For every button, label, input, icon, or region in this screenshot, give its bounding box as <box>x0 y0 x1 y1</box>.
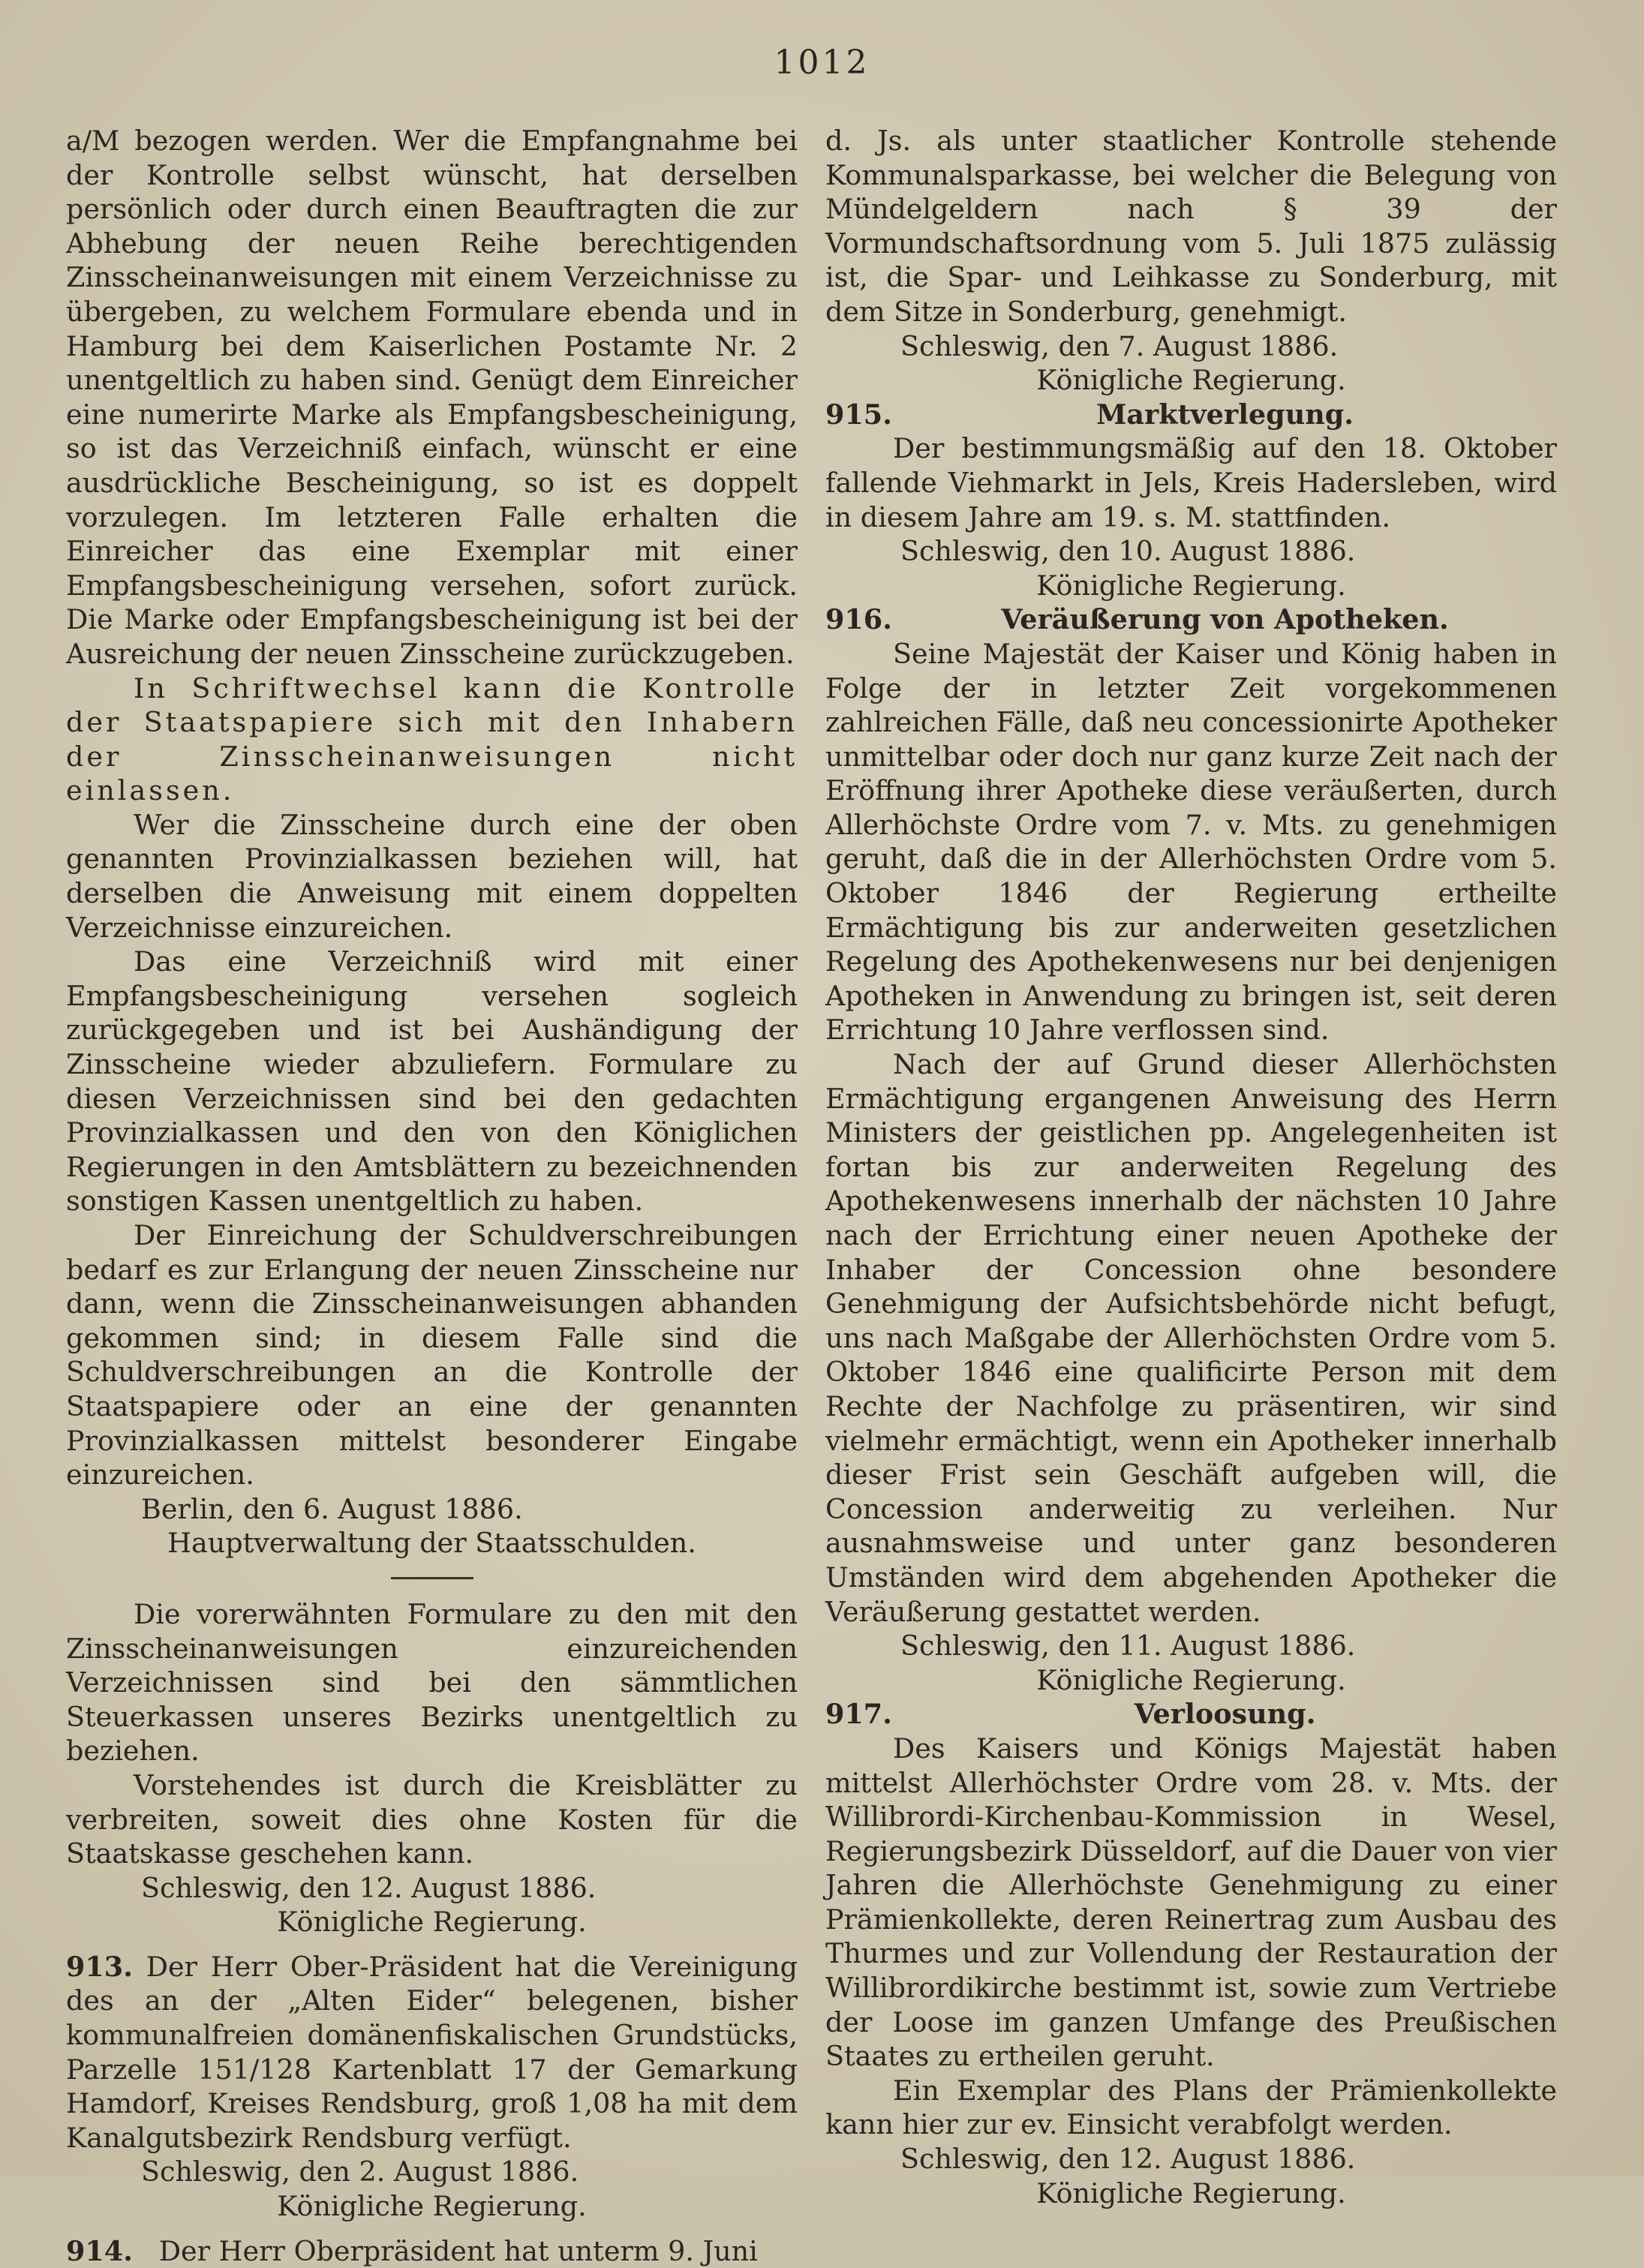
notice-heading-915 <box>825 398 1557 432</box>
paragraph: Der bestimmungsmäßig auf den 18. Oktober fallende Viehmarkt in Jels, Kreis Hadersleben, wird in diesem Jahre am 19. s. M. stattfinden. <box>825 432 1557 533</box>
signature-date: Schleswig, den 7. August 1886. <box>900 329 1339 362</box>
paragraph: Nach der auf Grund dieser Allerhöchsten Ermächtigung ergangenen Anweisung des Herrn Ministers der geistlichen pp. Angelegenheiten ist fortan bis zur anderweiten Regelung des Apothekenwesens innerhalb der nächsten 10 Jahre nach der Errichtung einer neuen Apotheke der Inhaber der Concession ohne besondere Genehmigung der Aufsichtsbehörde nicht befugt, uns nach Maßgabe der Allerhöchsten Ordre vom 5. Oktober 1846 eine qualificirte Person mit dem Rechte der Nachfolge zu präsentiren, wir sind vielmehr ermächtigt, wenn ein Apotheker innerhalb dieser Frist sein Geschäft aufgeben will, die Concession anderweitig zu verleihen. Nur ausnahmsweise und unter ganz besonderen Umständen wird dem abgehenden Apotheker die Veräußerung gestattet werden. <box>825 1048 1557 1628</box>
signature-date: Berlin, den 6. August 1886. <box>141 1492 523 1525</box>
signature-date: Schleswig, den 10. August 1886. <box>900 535 1356 568</box>
paragraph: Der Einreichung der Schuldverschreibungen bedarf es zur Erlangung der neuen Zinsscheine nur dann, wenn die Zinsscheinanweisungen abhanden gekommen sind; in diesem Falle sind die Schuldverschreibungen an die Kontrolle der Staatspapiere oder an eine der genannten Provinzialkassen mittelst besonderer Eingabe einzureichen. <box>66 1219 798 1491</box>
paragraph: d. Js. als unter staatlicher Kontrolle stehende Kommunalsparkasse, bei welcher die Belegung von Mündelgeldern nach § 39 der Vormundschaftsordnung vom 5. Juli 1875 zulässig ist, die Spar- und Leihkasse zu Sonderburg, mit dem Sitze in Sonderburg, genehmigt. <box>825 125 1557 328</box>
notice-number: 916. <box>825 603 892 636</box>
notice-number: 917. <box>825 1698 892 1731</box>
signature-authority: Königliche Regierung. <box>277 1906 587 1939</box>
signature-date: Schleswig, den 12. August 1886. <box>141 1871 597 1904</box>
paragraph: Die vorerwähnten Formulare zu den mit den Zinsscheinanweisungen einzureichenden Verzeichnissen sind bei den sämmtlichen Steuerkassen unseres Bezirks unentgeltlich zu beziehen. <box>66 1597 798 1768</box>
paragraph: Seine Majestät der Kaiser und König haben in Folge der in letzter Zeit vorgekommenen zahlreichen Fälle, daß neu concessionirte Apotheker unmittelbar oder doch nur ganz kurze Zeit nach der Eröffnung ihrer Apotheke diese veräußerten, durch Allerhöchste Ordre vom 7. v. Mts. zu genehmigen geruht, daß die in der Allerhöchsten Ordre vom 5. Oktober 1846 der Regierung ertheilte Ermächtigung bis zur anderweiten gesetzlichen Regelung des Apothekenwesens nur bei denjenigen Apotheken in Anwendung zu bringen ist, seit deren Errichtung 10 Jahre verflossen sind. <box>825 637 1557 1047</box>
paragraph: Ein Exemplar des Plans der Prämienkollekte kann hier zur ev. Einsicht verabfolgt werden. <box>825 2074 1557 2141</box>
paragraph: Des Kaisers und Königs Majestät haben mittelst Allerhöchster Ordre vom 28. v. Mts. der Willibrordi-Kirchenbau-Kommission in Wesel, Regierungsbezirk Düsseldorf, auf die Dauer von vier Jahren die Allerhöchste Genehmigung zu einer Prämienkollekte, deren Reinertrag zum Ausbau des Thurmes und zur Vollendung der Restauration der Willibrordikirche bestimmt ist, sowie zum Vertriebe der Loose im ganzen Umfange des Preußischen Staates zu ertheilen geruht. <box>825 1732 1557 2073</box>
notice-title: Verloosung. <box>1134 1698 1316 1731</box>
signature-authority: Königliche Regierung. <box>1036 569 1346 602</box>
notice-heading-916 <box>825 602 1557 637</box>
signature-date: Schleswig, den 12. August 1886. <box>900 2143 1356 2176</box>
paragraph: In Schriftwechsel kann die Kontrolle der Staatspapiere sich mit den Inhabern der Zinsscheinanweisungen nicht einlassen. <box>66 671 798 807</box>
notice-914 <box>66 2234 798 2268</box>
signature-authority: Königliche Regierung. <box>1036 1663 1346 1696</box>
left-column <box>66 124 798 2268</box>
page-number: 1012 <box>774 44 870 82</box>
notice-number: 914. <box>66 2234 133 2267</box>
signature-authority: Königliche Regierung. <box>277 2190 587 2223</box>
section-divider <box>391 1577 473 1579</box>
signature-authority: Königliche Regierung. <box>1036 364 1346 397</box>
signature-date: Schleswig, den 2. August 1886. <box>141 2155 579 2188</box>
signature-authority: Hauptverwaltung der Staatsschulden. <box>167 1527 696 1560</box>
signature-authority: Königliche Regierung. <box>1036 2176 1346 2209</box>
signature-date: Schleswig, den 11. August 1886. <box>900 1630 1356 1663</box>
paragraph: Das eine Verzeichniß wird mit einer Empfangsbescheinigung versehen sogleich zurückgegeben und ist bei Aushändigung der Zinsscheine wieder abzuliefern. Formulare zu diesen Verzeichnissen sind bei den gedachten Provinzialkassen und den von den Königlichen Regierungen in den Amtsblättern zu bezeichnenden sonstigen Kassen unentgeltlich zu haben. <box>66 945 798 1218</box>
notice-text: Der Herr Oberpräsident hat unterm 9. Juni <box>158 2234 758 2267</box>
notice-number: 915. <box>825 398 892 431</box>
notice-heading-917 <box>825 1697 1557 1732</box>
paragraph: Wer die Zinsscheine durch eine der oben genannten Provinzialkassen beziehen will, hat derselben die Anweisung mit einem doppelten Verzeichnisse einzureichen. <box>66 808 798 944</box>
right-column <box>825 124 1557 2210</box>
notice-number: 913. <box>66 1950 133 1983</box>
notice-title: Veräußerung von Apotheken. <box>1001 603 1449 636</box>
notice-913 <box>66 1950 798 2155</box>
notice-text: Der Herr Ober-Präsident hat die Vereinigung des an der „Alten Eider“ belegenen, bisher kommunalfreien domänenfiskalischen Grundstücks, Parzelle 151/128 Kartenblatt 17 der Gemarkung Hamdorf, Kreises Rendsburg, groß 1,08 ha mit dem Kanalgutsbezirk Rendsburg verfügt. <box>66 1950 798 2154</box>
paragraph: Vorstehendes ist durch die Kreisblätter zu verbreiten, soweit dies ohne Kosten für die Staatskasse geschehen kann. <box>66 1768 798 1870</box>
paragraph: a/M bezogen werden. Wer die Empfangnahme bei der Kontrolle selbst wünscht, hat derselben persönlich oder durch einen Beauftragten die zur Abhebung der neuen Reihe berechtigenden Zinsscheinanweisungen mit einem Verzeichnisse zu übergeben, zu welchem Formulare ebenda und in Hamburg bei dem Kaiserlichen Postamte Nr. 2 unentgeltlich zu haben sind. Genügt dem Einreicher eine numerirte Marke als Empfangsbescheinigung, so ist das Verzeichniß einfach, wünscht er eine ausdrückliche Bescheinigung, so ist es doppelt vorzulegen. Im letzteren Falle erhalten die Einreicher das eine Exemplar mit einer Empfangsbescheinigung versehen, sofort zurück. Die Marke oder Empfangsbescheinigung ist bei der Ausreichung der neuen Zinsscheine zurückzugeben. <box>66 125 798 670</box>
notice-title: Marktverlegung. <box>1095 398 1354 431</box>
